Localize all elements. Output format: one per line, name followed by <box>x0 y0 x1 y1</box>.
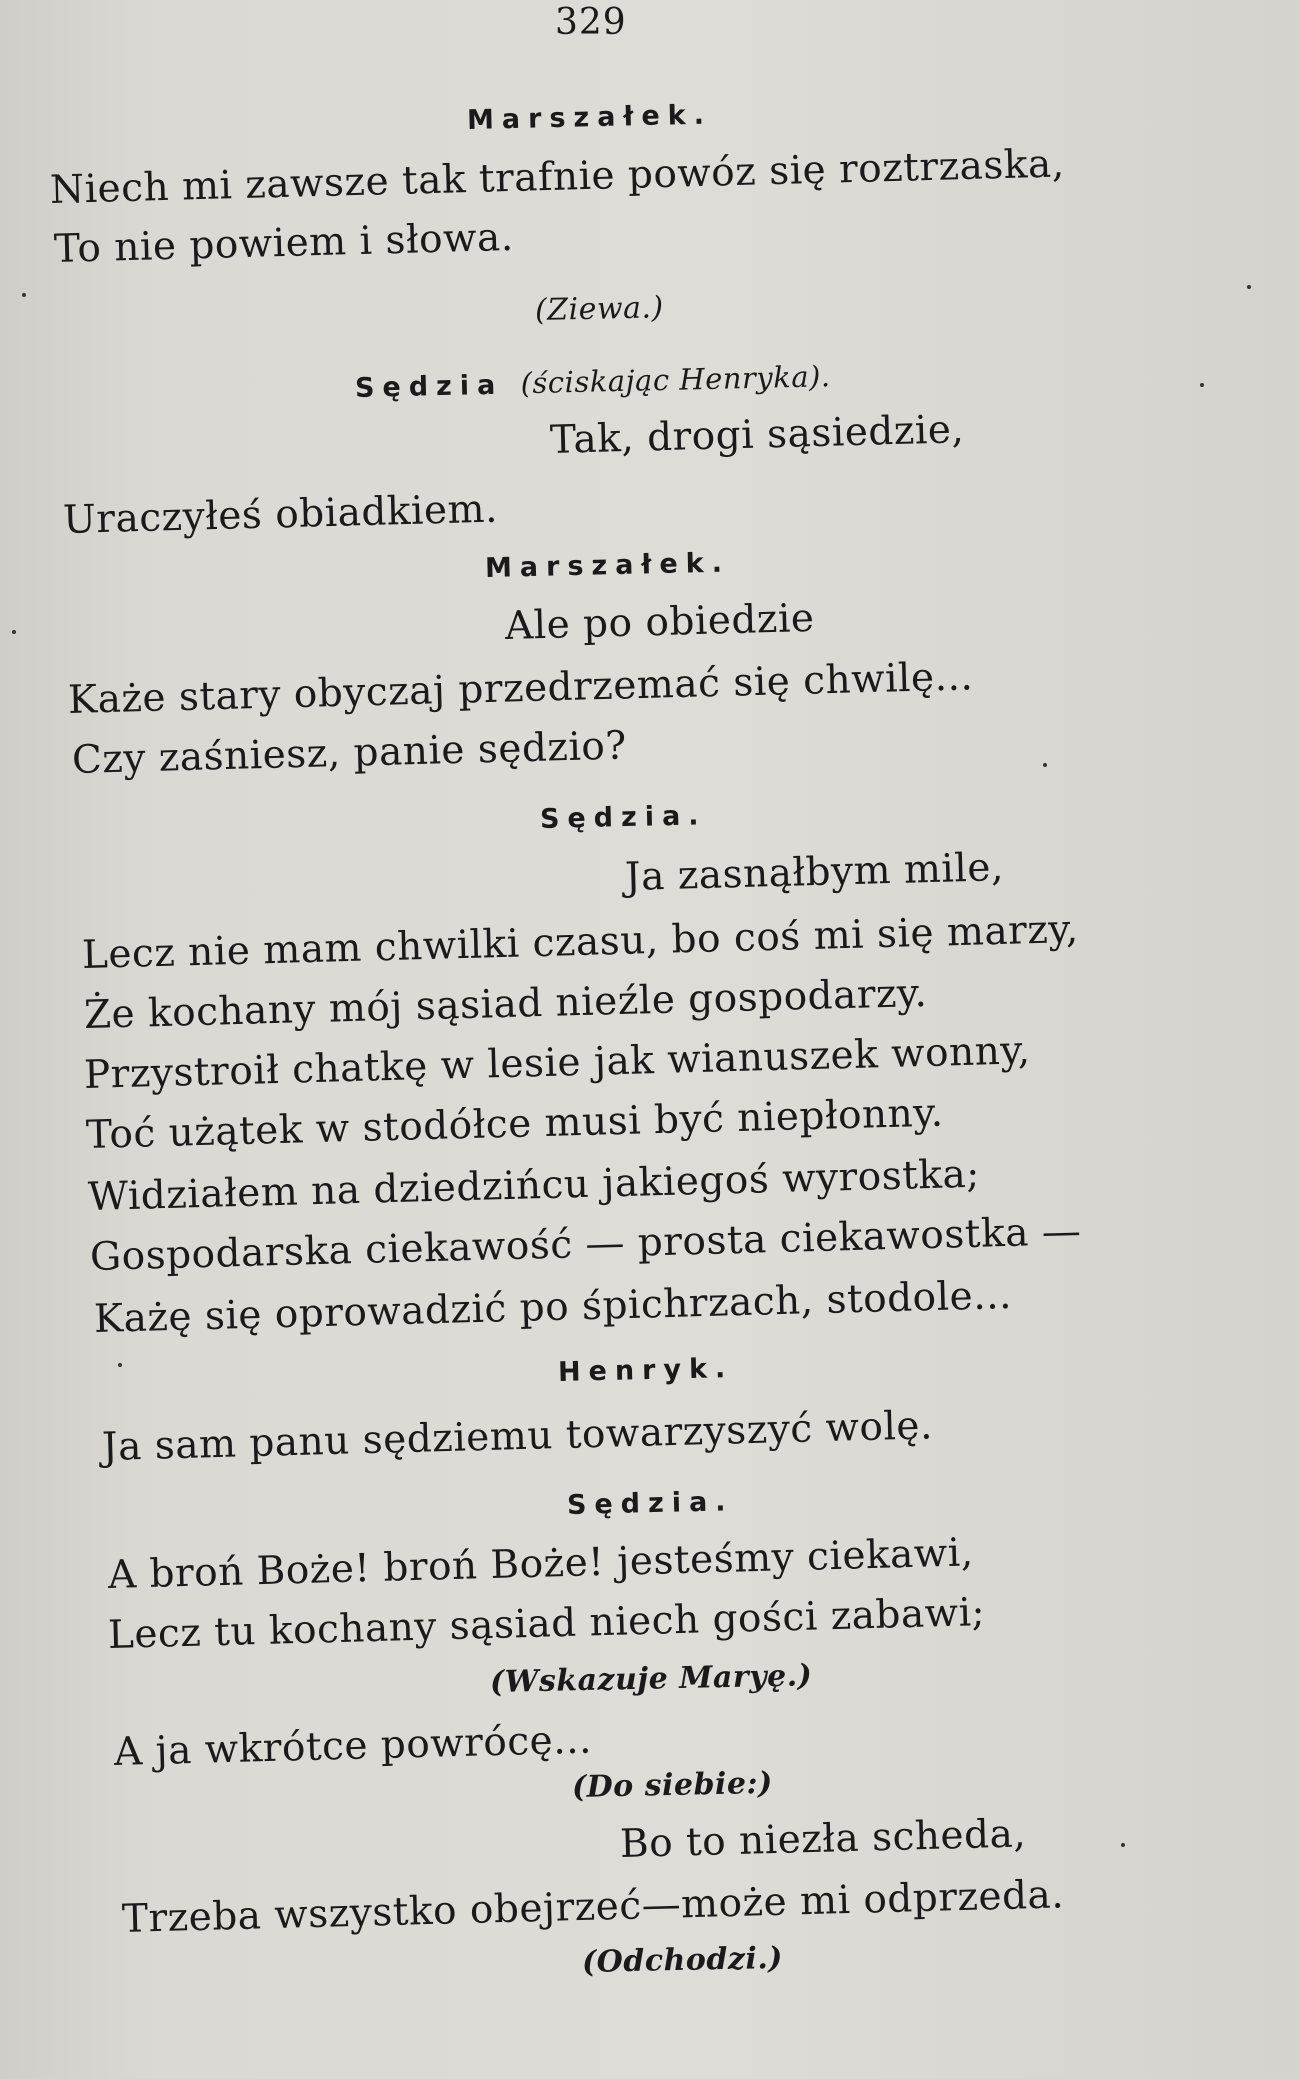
speaker-henryk: Henryk. <box>557 1353 734 1388</box>
speaker-name: Sędzia <box>354 369 504 404</box>
stage-direction: (Do siebie:) <box>571 1765 774 1805</box>
verse-line: Lecz nie mam chwilki czasu, bo coś mi się marzy, <box>81 906 1080 978</box>
verse-line: Bo to niezła scheda, <box>619 1811 1027 1867</box>
verse-line: Trzeba wszystko obejrzeć—może mi odprzeda. <box>121 1872 1065 1942</box>
speaker-sedzia: Sędzia. <box>539 800 707 835</box>
verse-line: To nie powiem i słowa. <box>53 214 515 272</box>
ink-speck <box>12 630 16 634</box>
speaker-marszalek: Marszałek. <box>466 99 713 136</box>
ink-speck <box>1121 1843 1125 1847</box>
ink-speck <box>118 1363 122 1367</box>
verse-line: A broń Boże! broń Boże! jesteśmy ciekawi, <box>107 1530 975 1598</box>
ink-speck <box>1200 383 1204 387</box>
verse-line: Że kochany mój sąsiad nieźle gospodarzy. <box>83 970 928 1038</box>
speaker-marszalek: Marszałek. <box>484 547 731 584</box>
verse-line: Ja zasnąłbym mile, <box>624 845 1005 900</box>
verse-line: Ale po obiedzie <box>504 595 816 649</box>
verse-line: Lecz tu kochany sąsiad niech gości zabawi; <box>107 1590 986 1658</box>
speaker-sedzia: Sędzia. <box>566 1486 734 1521</box>
ink-speck <box>22 293 26 297</box>
page-number: 329 <box>555 2 627 43</box>
speaker-note: (ściskając Henryka). <box>520 359 831 401</box>
verse-line: Każe stary obyczaj przedrzemać się chwilę... <box>67 654 974 723</box>
ink-speck <box>1043 763 1047 767</box>
stage-direction: (Odchodzi.) <box>581 1940 784 1980</box>
speaker-sedzia <box>355 359 831 404</box>
verse-line: Przystroił chatkę w lesie jak wianuszek wonny, <box>83 1028 1032 1098</box>
ink-speck <box>1247 285 1251 289</box>
verse-line: Tak, drogi sąsiedzie, <box>549 407 965 463</box>
verse-line: Toć użątek w stodółce musi być niepłonny. <box>85 1090 945 1158</box>
verse-line: Uraczyłeś obiadkiem. <box>62 486 499 543</box>
verse-line: Ja sam panu sędziemu towarzyszyć wolę. <box>101 1403 934 1470</box>
verse-line: Widziałem na dziedzińcu jakiegoś wyrostka; <box>87 1151 981 1220</box>
verse-line: Czy zaśniesz, panie sędzio? <box>71 723 628 783</box>
verse-line: Gospodarska ciekawość — prosta ciekawostka — <box>89 1209 1082 1280</box>
verse-line: A ja wkrótce powrócę... <box>113 1717 593 1775</box>
verse-line: Niech mi zawsze tak trafnie powóz się roztrzaska, <box>49 141 1066 213</box>
stage-direction: (Ziewa.) <box>534 290 665 328</box>
stage-direction: (Wskazuje Maryę.) <box>489 1658 813 1700</box>
verse-line: Każę się oprowadzić po śpichrzach, stodole... <box>93 1272 1013 1342</box>
